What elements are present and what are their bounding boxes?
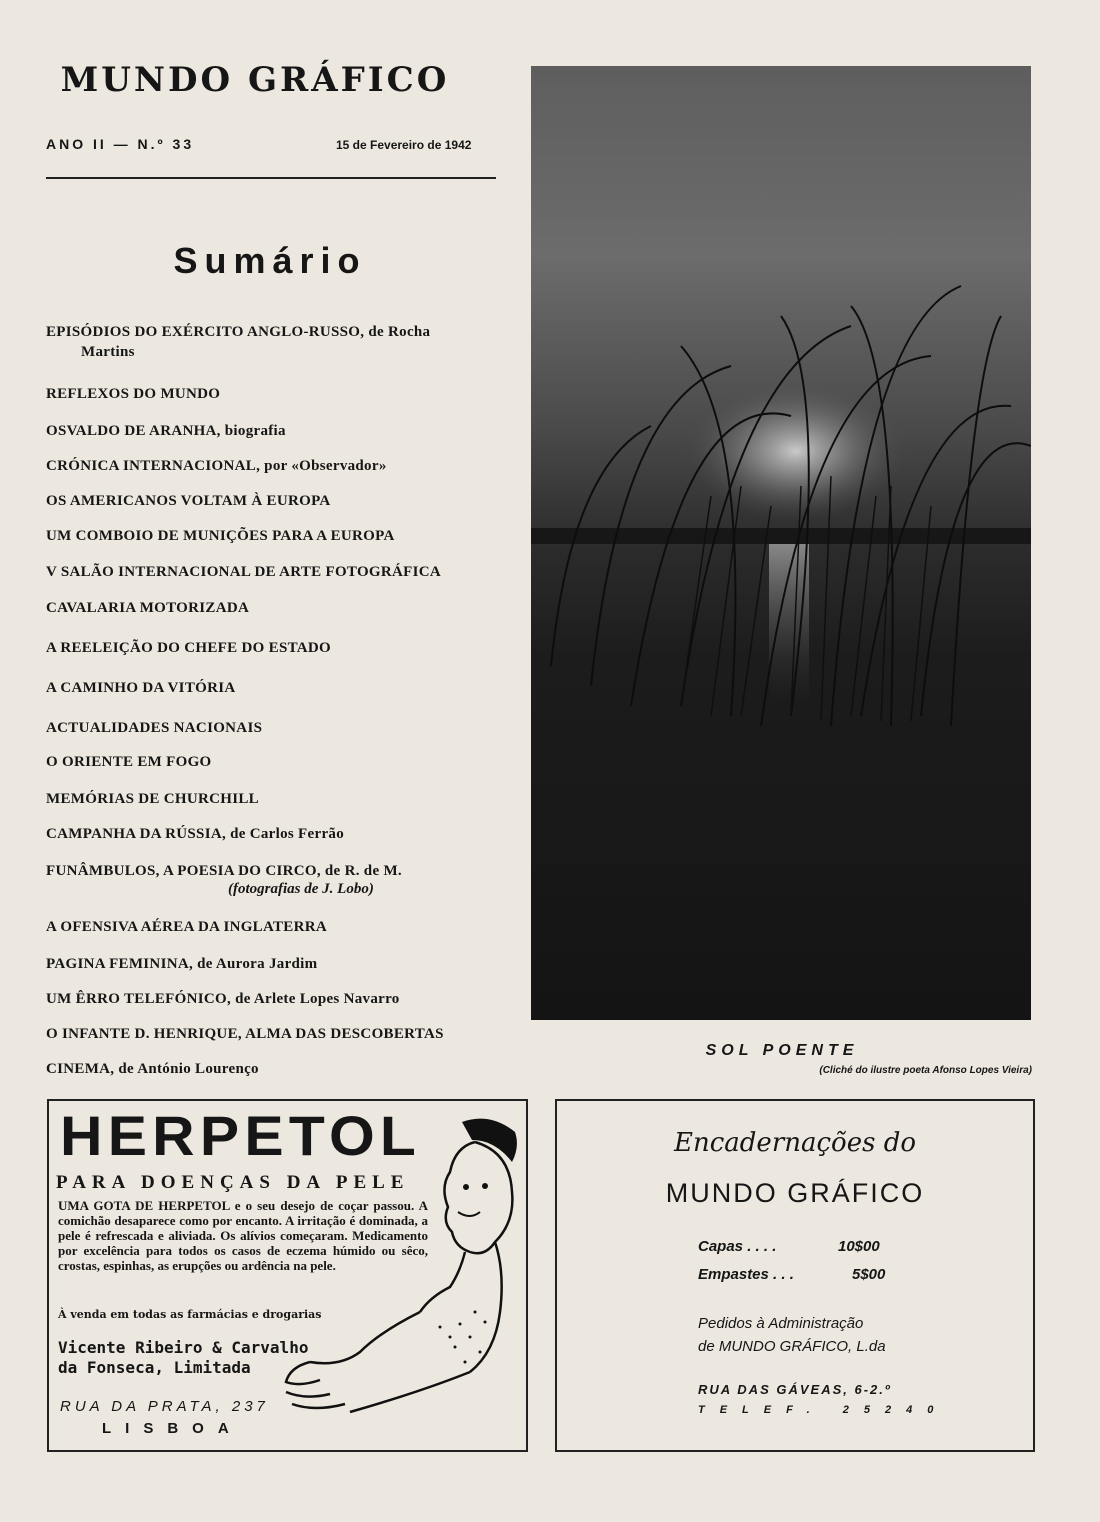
encadernacoes-script-title: Encadernações do — [674, 1128, 916, 1158]
scratching-man-illustration — [280, 1112, 530, 1422]
toc-item-note: (fotografias de J. Lobo) — [228, 881, 374, 897]
price-row: Capas . . . . 10$00 — [698, 1238, 880, 1255]
herpetol-company: Vicente Ribeiro & Carvalho da Fonseca, Limitada — [58, 1338, 309, 1377]
toc-item: REFLEXOS DO MUNDO — [46, 386, 221, 402]
toc-item: A OFENSIVA AÉREA DA INGLATERRA — [46, 919, 328, 935]
toc-item: A REELEIÇÃO DO CHEFE DO ESTADO — [46, 640, 332, 656]
photo-credit: (Cliché do ilustre poeta Afonso Lopes Vieira) — [819, 1065, 1032, 1076]
toc-item: CRÓNICA INTERNACIONAL, por «Observador» — [46, 458, 387, 474]
toc-item: CAMPANHA DA RÚSSIA, de Carlos Ferrão — [46, 826, 344, 842]
toc-item: UM ÊRRO TELEFÓNICO, de Arlete Lopes Navarro — [46, 991, 400, 1007]
toc-item: V SALÃO INTERNACIONAL DE ARTE FOTOGRÁFICA — [46, 564, 442, 580]
toc-item: MEMÓRIAS DE CHURCHILL — [46, 791, 259, 807]
herpetol-tagline: PARA DOENÇAS DA PELE — [56, 1172, 410, 1193]
toc-item: ACTUALIDADES NACIONAIS — [46, 720, 263, 736]
herpetol-city: LISBOA — [102, 1420, 243, 1437]
toc-item: O ORIENTE EM FOGO — [46, 754, 212, 770]
toc-item: O INFANTE D. HENRIQUE, ALMA DAS DESCOBERTAS — [46, 1026, 444, 1042]
toc-item: A CAMINHO DA VITÓRIA — [46, 680, 236, 696]
issue-date: 15 de Fevereiro de 1942 — [336, 138, 472, 152]
photo-title: SOL POENTE — [705, 1042, 859, 1059]
order-info: Pedidos à Administração de MUNDO GRÁFICO, L.da — [698, 1315, 886, 1355]
herpetol-availability: À venda em todas as farmácias e drogarias — [58, 1308, 322, 1321]
header-rule — [46, 177, 496, 179]
toc-item: OS AMERICANOS VOLTAM À EUROPA — [46, 493, 331, 509]
herpetol-brand: HERPETOL — [60, 1104, 422, 1167]
masthead: MUNDO GRÁFICO — [60, 60, 450, 100]
toc-item: UM COMBOIO DE MUNIÇÕES PARA A EUROPA — [46, 528, 395, 544]
toc-item: PAGINA FEMININA, de Aurora Jardim — [46, 956, 318, 972]
herpetol-address: RUA DA PRATA, 237 — [60, 1398, 269, 1415]
toc-item: CINEMA, de António Lourenço — [46, 1061, 259, 1077]
encadernacoes-title: MUNDO GRÁFICO — [665, 1178, 925, 1208]
encadernacoes-street: RUA DAS GÁVEAS, 6-2.º — [698, 1382, 892, 1397]
toc-item: FUNÂMBULOS, A POESIA DO CIRCO, de R. de M. — [46, 863, 402, 879]
herpetol-body-text: UMA GOTA DE HERPETOL e o seu desejo de coçar passou. A comichão desaparece como por encanto. A irritação é dominada, a pele é refrescada e aliviada. Os alívios começaram. Medicamento por excelência para todos os casos de eczema húmido ou sêco, crostas, espinhas, as erupções ou ardência na pele. — [58, 1198, 428, 1273]
encadernacoes-phone: TELEF. 25240 — [698, 1404, 949, 1416]
toc-item: EPISÓDIOS DO EXÉRCITO ANGLO-RUSSO, de Rocha Martins — [46, 324, 431, 360]
toc-item: CAVALARIA MOTORIZADA — [46, 600, 250, 616]
toc-item: OSVALDO DE ARANHA, biografia — [46, 423, 286, 439]
price-row: Empastes . . . 5$00 — [698, 1266, 886, 1283]
issue-number: ANO II — N.º 33 — [46, 136, 195, 152]
sunset-reeds-photo — [531, 66, 1031, 1020]
summary-title: Sumário — [173, 240, 367, 281]
